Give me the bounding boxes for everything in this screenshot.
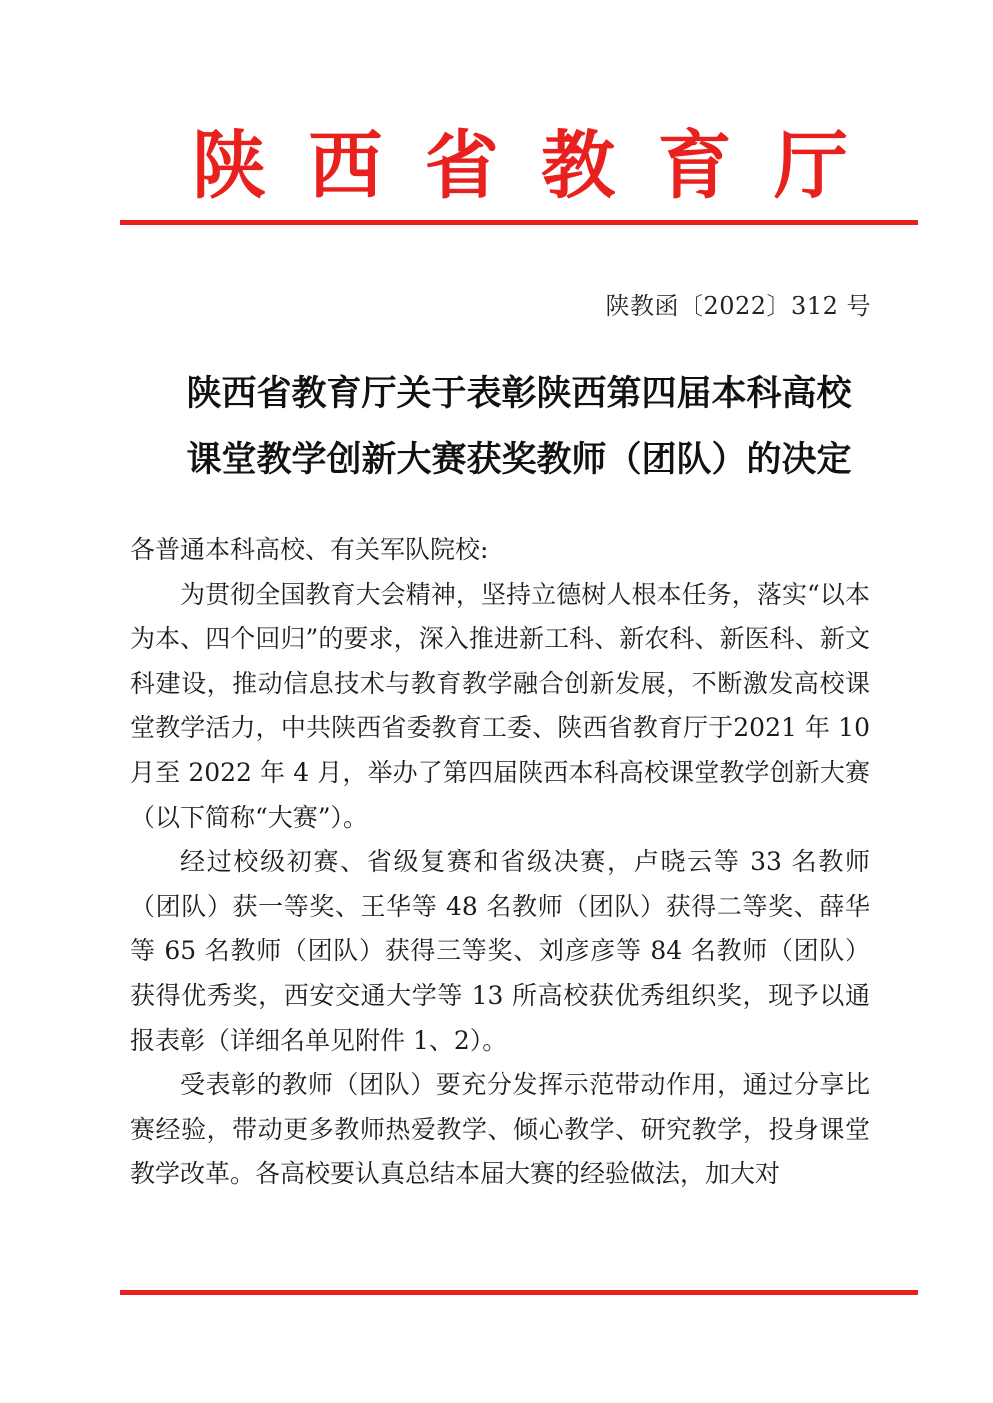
masthead-char: 陕 [192, 123, 266, 209]
body-paragraph-1: 为贯彻全国教育大会精神，坚持立德树人根本任务，落实“以本为本、四个回归”的要求，深入推进新工科、新农科、新医科、新文科建设，推动信息技术与教育教学融合创新发展，不断激发高校课堂教学活力，中共陕西省委教育工委、陕西省教育厅于2021 年 10 月至 2022 年 4 月，举办了第四届陕西本科高校课堂教学创新大赛（以下简称“大赛”）。 [130, 579, 870, 832]
masthead-char: 西 [308, 123, 383, 209]
masthead-char: 厅 [773, 123, 848, 209]
footer-red-rule [120, 1290, 918, 1295]
document-title-line-1: 陕西省教育厅关于表彰陕西第四届本科高校 [186, 373, 852, 414]
document-number: 陕教函〔2022〕312 号 [605, 292, 871, 320]
body-paragraph-2: 经过校级初赛、省级复赛和省级决赛，卢晓云等 33 名教师（团队）获一等奖、王华等 48 名教师（团队）获得二等奖、薛华等 65 名教师（团队）获得三等奖、刘彦彦等 84 名教师（团队）获得优秀奖，西安交通大学等 13 所高校获优秀组织奖，现予以通报表彰（详细名单见附件 1、2）。 [130, 847, 870, 1055]
document-title-line-2: 课堂教学创新大赛获奖教师（团队）的决定 [186, 439, 852, 480]
salutation: 各普通本科高校、有关军队院校: [130, 535, 489, 564]
document-body [130, 528, 870, 1197]
masthead-char: 教 [541, 123, 616, 209]
masthead-org-name [120, 122, 920, 210]
masthead-char: 省 [424, 123, 499, 209]
header-red-rule [120, 220, 918, 225]
body-paragraph-3: 受表彰的教师（团队）要充分发挥示范带动作用，通过分享比赛经验，带动更多教师热爱教学、倾心教学、研究教学，投身课堂教学改革。各高校要认真总结本届大赛的经验做法，加大对 [130, 1070, 870, 1189]
masthead-char: 育 [657, 123, 732, 209]
